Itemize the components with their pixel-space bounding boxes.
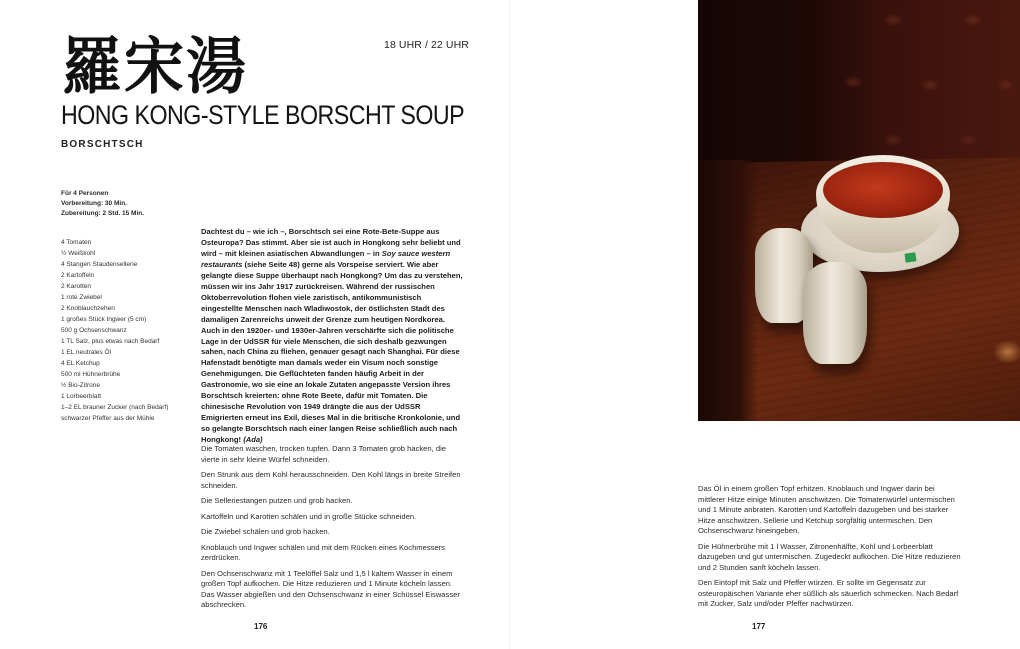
method-step: Die Zwiebel schälen und grob hacken. <box>201 527 330 536</box>
recipe-meta <box>61 189 144 219</box>
method-steps-left <box>201 444 463 616</box>
prep-time: Vorbereitung: 30 Min. <box>61 200 127 207</box>
saucer-logo-icon <box>904 252 916 262</box>
method-step: Das Öl in einem großen Topf erhitzen. Knoblauch und Ingwer darin bei mittlerer Hitze einige Minuten anschwitzen. Die Tomatenwürfel untermischen und 1 Minute anbraten. Karotten und Kartoffeln dazugeben und bei starker Hitze anschwitzen. Sellerie und Ketchup sorgfältig untermischen. Den Ochsenschwanz hineingeben. <box>698 484 955 535</box>
method-step: Die Hühnerbrühe mit 1 l Wasser, Zitronenhälfte, Kohl und Lorbeerblatt dazugeben und gut untermischen. Zugedeckt aufkochen. Die Hitze reduzieren und 2 Stunden sanft köcheln lassen. <box>698 541 961 572</box>
page-number-right: 177 <box>752 622 766 631</box>
ingredient-list <box>61 237 168 424</box>
intro-text <box>201 227 463 446</box>
light-glare <box>993 340 1020 364</box>
cook-time: Zubereitung: 2 Std. 15 Min. <box>61 210 145 217</box>
method-steps-right <box>698 484 964 615</box>
borscht-photo <box>698 0 1020 421</box>
pepper-shaker-icon <box>803 262 867 364</box>
intro-signature: (Ada) <box>243 435 263 445</box>
ingredient: 2 Kartoffeln <box>61 272 95 279</box>
ingredient: 1–2 EL brauner Zucker (nach Bedarf) <box>61 404 169 411</box>
method-step: Den Eintopf mit Salz und Pfeffer würzen. Er sollte im Gegensatz zur osteuropäischen Variante eher süßlich als säuerlich schmecken. Nach Bedarf mit Zucker, Salz und/oder Pfeffer nachwürzen. <box>698 578 959 608</box>
servings: Für 4 Personen <box>61 190 109 197</box>
ingredient: 1 Lorbeerblatt <box>61 393 102 400</box>
english-title: HONG KONG-STYLE BORSCHT SOUP <box>61 100 465 130</box>
german-title: BORSCHTSCH <box>61 139 144 150</box>
borscht-soup <box>823 162 943 218</box>
method-step: Die Tomaten waschen, trocken tupfen. Dann 3 Tomaten grob hacken, die vierte in sehr kleine Würfel schneiden. <box>201 444 446 464</box>
ingredient: 500 ml Hühnerbrühe <box>61 371 121 378</box>
ingredient: 4 EL Ketchup <box>61 360 100 367</box>
ingredient: 4 Tomaten <box>61 239 92 246</box>
method-step: Den Strunk aus dem Kohl herausschneiden. Den Kohl längs in breite Streifen schneiden. <box>201 470 461 490</box>
method-step: Den Ochsenschwanz mit 1 Teelöffel Salz und 1,5 l kaltem Wasser in einem großen Topf aufkochen. Die Hitze reduzieren und 1 Minute köcheln lassen. Das Wasser abgießen und den Ochsenschwanz in einer Schüssel Eiswasser abschrecken. <box>201 568 460 609</box>
intro-part-2: (siehe Seite 48) gerne als Vorspeise serviert. Wie aber gelangte diese Suppe überhaupt nach Hongkong? Um das zu verstehen, müssen wir ins Jahr 1917 zurückreisen. Während der russischen Oktoberrevolution flohen viele zaristisch, antikommunistisch eingestellte Menschen nach Wladiwostok, der östlichsten Stadt des damaligen Zarenreichs unweit der Grenze zum heutigen Nordkorea. Auch in den 1920er- und 1930er-Jahren verschärfte sich die politische Lage in der UdSSR für viele Menschen, die sich deshalb gezwungen sahen, nach China zu fliehen, genauer gesagt nach Shanghai. Für diese Hafenstadt benötigte man damals weder ein Visum noch sonstige Genehmigungen. Die Geflüchteten fanden häufig Arbeit in der Gastronomie, wo sie eine an lokale Zutaten angepasste Version ihres Borschtsch kreierten: ohne Rote Beete, dafür mit Tomaten. Die chinesische Revolution von 1949 drängte die aus der UdSSR Emigrierten erneut ins Exil, dieses Mal in die britische Kronkolonie, und so gelangte Borschtsch nach einer langen Reise schließlich auch nach Hongkong! <box>201 259 463 445</box>
method-step: Die Selleriestangen putzen und grob hacken. <box>201 496 353 505</box>
method-step: Kartoffeln und Karotten schälen und in große Stücke schneiden. <box>201 511 417 521</box>
ingredient: 1 TL Salz, plus etwas nach Bedarf <box>61 338 160 345</box>
ingredient: 2 Knoblauchzehen <box>61 305 115 312</box>
ingredient: 2 Karotten <box>61 283 91 290</box>
method-step: Knoblauch und Ingwer schälen und mit dem Rücken eines Kochmessers zerdrücken. <box>201 542 445 562</box>
intro-italic-restaurants: Soy sauce western restaurants <box>201 248 451 269</box>
time-label: 18 UHR / 22 UHR <box>384 39 469 51</box>
chinese-title: 羅宋湯 <box>62 31 248 103</box>
ingredient: 1 rote Zwiebel <box>61 294 102 301</box>
table-edge-shadow <box>698 160 758 421</box>
ingredient: 4 Stangen Staudensellerie <box>61 261 138 268</box>
ingredient: 1 großes Stück Ingwer (5 cm) <box>61 316 147 323</box>
ingredient: ½ Bio-Zitrone <box>61 382 101 389</box>
page-number-left: 176 <box>254 622 268 631</box>
ingredient: schwarzer Pfeffer aus der Mühle <box>61 415 155 422</box>
ingredient: ½ Weißkohl <box>61 250 96 257</box>
intro-part-1: Dachtest du – wie ich –, Borschtsch sei eine Rote-Bete-Suppe aus Osteuropa? Das stimmt. Aber sie ist auch in Hongkong sehr beliebt und wird – mit kleinen asiatischen Abwandlungen – in <box>201 227 461 258</box>
ingredient: 500 g Ochsenschwanz <box>61 327 127 334</box>
ingredient: 1 EL neutrales Öl <box>61 349 111 356</box>
leather-booth-wall <box>698 0 1020 175</box>
